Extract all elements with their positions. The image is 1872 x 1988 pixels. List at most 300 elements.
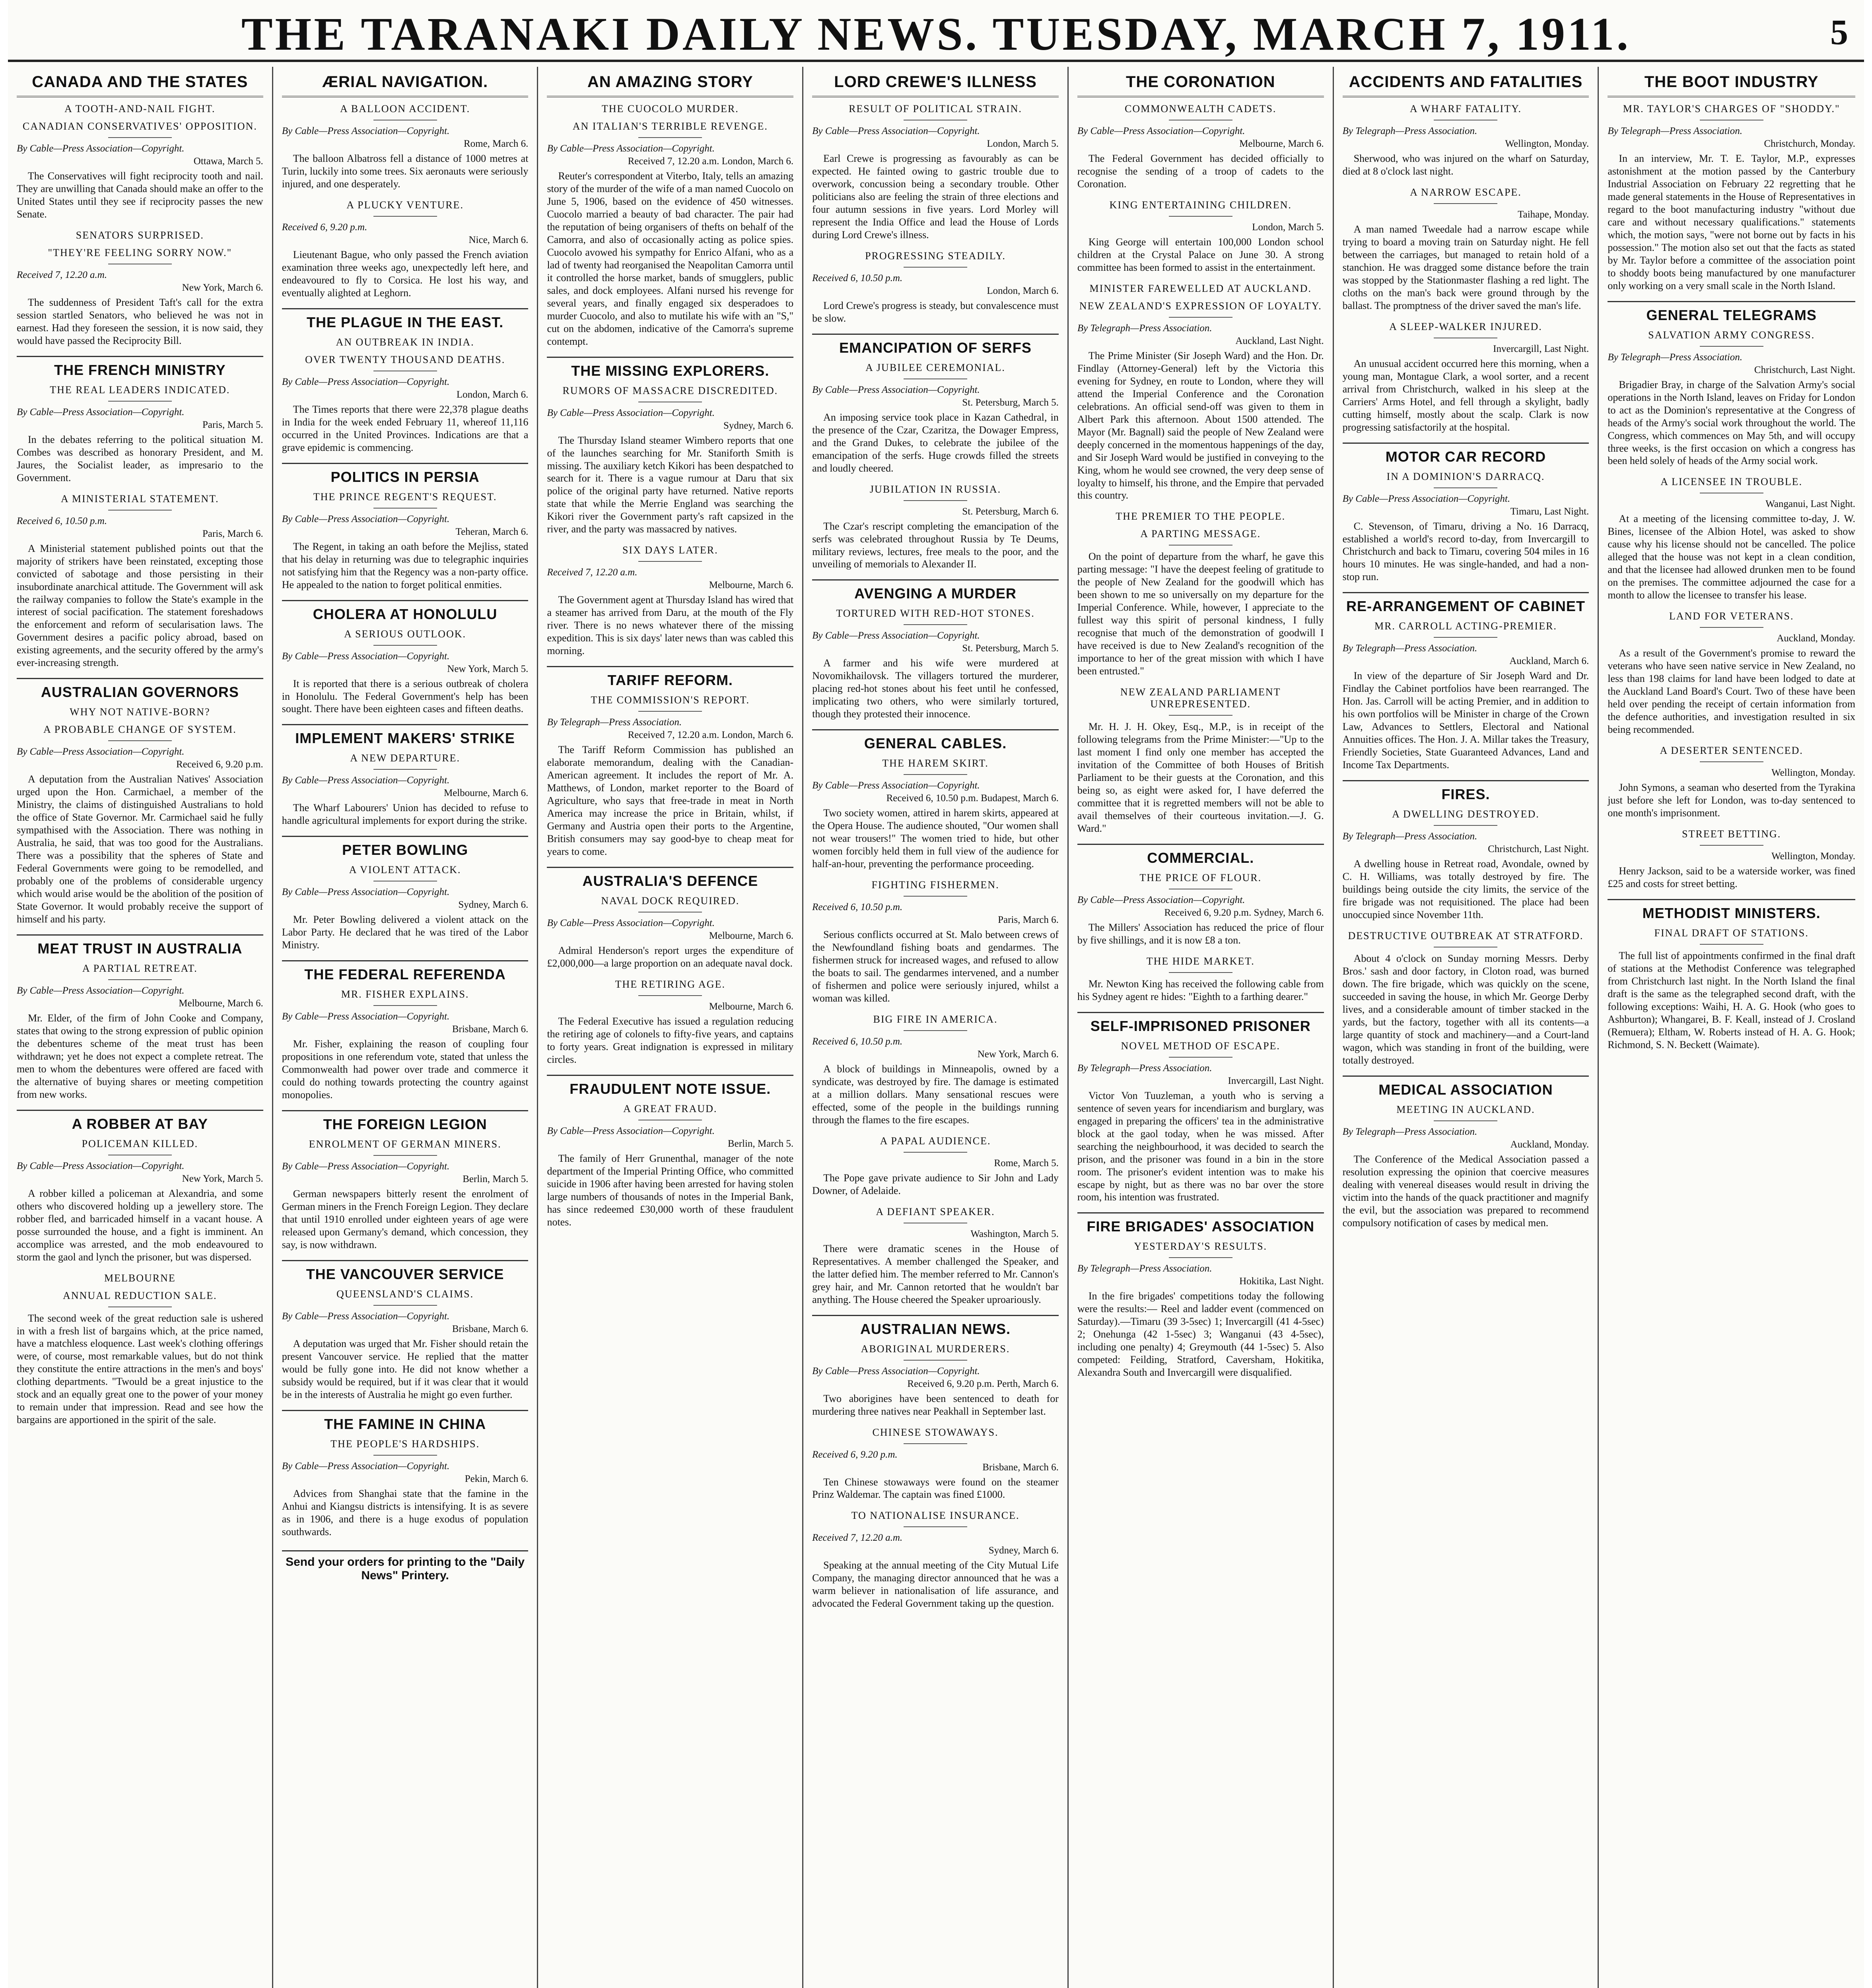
article-subhead: A MINISTERIAL STATEMENT. <box>61 493 219 505</box>
subhead-rule <box>373 1155 437 1156</box>
printing-notice: Send your orders for printing to the "Daily News" Printery. <box>282 1550 529 1582</box>
subhead-rule <box>108 401 172 402</box>
column <box>273 67 538 1988</box>
article-body: Two society women, attired in harem skirts, appeared at the Opera House. The audience shouted, "Our women shall not wear trousers!" The women tried to hide, but other women forcibly held them in full view of the audience for half-an-hour, preventing the performance proceeding. <box>812 807 1059 870</box>
article-heading: FRAUDULENT NOTE ISSUE. <box>547 1075 793 1097</box>
column <box>1334 67 1599 1988</box>
article-subhead: FIGHTING FISHERMEN. <box>871 879 999 891</box>
article <box>282 463 529 591</box>
article-body: There were dramatic scenes in the House of Representatives. A member challenged the Speaker, and the latter defied him. The member referred to Mr. Cannon's grey hair, and Mr. Cannon retorted that he wouldn't bar anything. The House cheered the Speaker uproariously. <box>812 1242 1059 1305</box>
article-place: London, March 6. <box>987 285 1059 296</box>
article <box>1077 199 1324 274</box>
article-body: It is reported that there is a serious outbreak of cholera in Honolulu. The Federal Government's help has been sought. There have been eighteen cases and fifteen deaths. <box>282 678 529 715</box>
article-body: Earl Crewe is progressing as favourably as can be expected. He fainted owing to gastric trouble due to overwork, concussion being a secondary trouble. Other politicians also are feeling the strain of three elections and four autumn sessions in five years. Lord Morley will represent the India Office and lead the House of Lords during Lord Crewe's illness. <box>812 153 1059 241</box>
article-dateline: By Cable—Press Association—Copyright. <box>547 1125 715 1136</box>
page-number: 5 <box>1830 13 1848 52</box>
article <box>547 1075 793 1229</box>
article-place: London, March 5. <box>1252 221 1324 233</box>
article <box>282 103 529 190</box>
subhead-rule <box>1434 637 1497 638</box>
article-body: The Millers' Association has reduced the price of flour by five shillings, and it is now £8 a ton. <box>1077 921 1324 946</box>
article-body: The Thursday Island steamer Wimbero reports that one of the launches searching for Mr. Staniforth Smith is missing. The auxiliary ketch Kikori has been despatched to search for it. There is a vague rumour at Daru that six police of the original party have returned. Native reports state that while the Merrie England was searching the Kikori river the Government party's raft capsized in the river, and the party was massacred by natives. <box>547 434 794 535</box>
article <box>282 1410 529 1538</box>
article <box>1343 321 1589 434</box>
article <box>1343 930 1589 1067</box>
article-body: Speaking at the annual meeting of the City Mutual Life Company, the managing director announced that he was a warm believer in nationalisation of life assurance, and advocated the Federal Government taking up the question. <box>812 1559 1059 1609</box>
subhead-rule <box>1700 944 1763 945</box>
article-dateline: By Cable—Press Association—Copyright. <box>282 1310 450 1322</box>
article-subhead: THE HAREM SKIRT. <box>882 757 989 769</box>
article-place: Melbourne, March 6. <box>443 788 529 799</box>
article-place: Received 7, 12.20 a.m. London, March 6. <box>628 156 794 167</box>
article-heading: EMANCIPATION OF SERFS <box>812 334 1059 356</box>
article-dateline: By Cable—Press Association—Copyright. <box>1342 493 1510 504</box>
article-subhead: A SERIOUS OUTLOOK. <box>344 628 466 640</box>
article-body: A dwelling house in Retreat road, Avondale, owned by C. H. Williams, was totally destroyed by fire. The buildings being outside the city limits, the service of the fire brigade was not requisitioned. The place had been unoccupied since November 11th. <box>1342 858 1589 920</box>
article-body: A robber killed a policeman at Alexandria, and some others who discovered holding up a jewellery store. The robber fled, and barricaded himself in a vacant house. A posse surrounded the house, and a fight is imminent. An accomplice was arrested, and the mob endeavoured to storm the gaol and lynch the prisoner, but was dispersed. <box>17 1187 263 1263</box>
article-subhead: BIG FIRE IN AMERICA. <box>873 1013 998 1025</box>
subhead-rule <box>904 1526 967 1527</box>
column-banner: THE CORONATION <box>1077 67 1324 97</box>
article <box>1343 780 1589 921</box>
article-subhead: A SLEEP-WALKER INJURED. <box>1389 320 1542 332</box>
article-heading: GENERAL CABLES. <box>812 729 1059 752</box>
article-place: New York, March 6. <box>182 282 263 293</box>
article-place: Melbourne, March 6. <box>1239 138 1324 149</box>
article <box>812 1013 1059 1126</box>
article <box>282 836 529 951</box>
article-body: Victor Von Tuuzleman, a youth who is serving a sentence of seven years for incendiarism and burglary, was engaged in preparing the officers' tea in the administrative block at the gaol today, when he was missed. After searching the neighbourhood, it was decided to search the prison, and the prisoner was found in a bin in the store room. The prisoner's evident intention was to make his escape by night, but as there was no bar over the store room, his intention was frustrated. <box>1077 1089 1324 1203</box>
article-heading: MOTOR CAR RECORD <box>1343 443 1589 465</box>
masthead <box>8 0 1864 62</box>
article-subhead: CANADIAN CONSERVATIVES' OPPOSITION. <box>22 120 257 132</box>
article-body: King George will entertain 100,000 London school children at the Crystal Palace on June 30. A strong committee has been formed to assist in the entertainment. <box>1077 236 1324 273</box>
newspaper-title: THE TARANAKI DAILY NEWS. TUESDAY, MARCH 7, 1911. <box>241 8 1631 60</box>
article-dateline: By Cable—Press Association—Copyright. <box>282 513 450 524</box>
column <box>1599 67 1864 1988</box>
subhead-rule <box>108 137 172 138</box>
article-dateline: By Telegraph—Press Association. <box>1077 1062 1212 1074</box>
article-subhead: TORTURED WITH RED-HOT STONES. <box>836 608 1035 619</box>
article-dateline: By Cable—Press Association—Copyright. <box>282 1161 450 1172</box>
article <box>17 934 263 1101</box>
article-place: Sydney, March 6. <box>458 899 529 911</box>
article-subhead: THE HIDE MARKET. <box>1146 955 1255 967</box>
article <box>17 493 263 670</box>
article-subhead: MEETING IN AUCKLAND. <box>1396 1103 1535 1115</box>
article-subhead: THE PRICE OF FLOUR. <box>1139 872 1262 883</box>
article-body: Lord Crewe's progress is steady, but convalescence must be slow. <box>812 299 1059 324</box>
article-dateline: By Telegraph—Press Association. <box>1608 351 1742 363</box>
article <box>547 978 793 1066</box>
article-body: On the point of departure from the wharf, he gave this parting message: "I have the deepest feeling of gratitude to the people of New Zealand for the goodwill which has been shown to me so universally on my departure for the Imperial Conference. While, however, I appreciate to the fullest way this spirit of personal kindness, I fully recognise that much of the demonstration of goodwill I have received is due to New Zealand's recognition of the importance to her of the great mission with which I have been entrusted." <box>1077 551 1324 677</box>
article-dateline: By Cable—Press Association—Copyright. <box>282 1011 450 1022</box>
article-dateline: By Cable—Press Association—Copyright. <box>812 780 980 791</box>
article-dateline: Received 7, 12.20 a.m. <box>812 1532 903 1543</box>
article <box>1077 1212 1324 1379</box>
article-place: Paris, March 5. <box>202 419 263 430</box>
article-place: Melbourne, March 6. <box>709 580 794 591</box>
article-heading: THE PLAGUE IN THE EAST. <box>282 308 529 331</box>
article-body: A man named Tweedale had a narrow escape while trying to board a moving train on Saturday night. He fell between the carriages, but managed to retain hold of a stanchion. He was dragged some distance before the train was stopped by the Stationmaster flashing a red light. The cloths on the man's back were ground through by the ballast. The promptness of the driver saved the man's life. <box>1342 223 1589 311</box>
article-place: Auckland, Last Night. <box>1235 335 1324 346</box>
subhead-rule <box>904 1030 967 1031</box>
article <box>1608 745 1855 819</box>
article-place: Timaru, Last Night. <box>1510 506 1589 517</box>
article-place: Rome, March 6. <box>463 138 529 149</box>
article-dateline: By Cable—Press Association—Copyright. <box>17 143 185 154</box>
article-dateline: By Cable—Press Association—Copyright. <box>17 406 185 417</box>
subhead-rule <box>1700 845 1763 846</box>
article-place: Brisbane, March 6. <box>452 1323 529 1334</box>
article-body: The Tariff Reform Commission has published an elaborate memorandum, dealing with the Canadian-American agreement. It includes the report of Mr. A. Matthews, of London, market reporter to the Board of Agriculture, who says that free-trade in meat in North America may increase the price in Britain, whilst, if Germany and Austria open their ports to the Argentine, British consumers may say good-bye to cheap meat for years to come. <box>547 744 794 857</box>
article <box>812 483 1059 571</box>
subhead-rule <box>373 645 437 646</box>
article-heading: MEDICAL ASSOCIATION <box>1343 1076 1589 1098</box>
article-body: In view of the departure of Sir Joseph Ward and Dr. Findlay the Cabinet portfolios have been rearranged. The Hon. Jas. Carroll will be acting Premier, and in addition to his own portfolios will be Minister in charge of the Crown Law, Advances to Settlers, Electoral and National Annuities offices. The Hon. J. A. Millar takes the Treasury, Friendly Societies, State Guaranteed Advances, Land and Income Tax Departments. <box>1342 670 1589 771</box>
article-heading: THE MISSING EXPLORERS. <box>547 357 793 379</box>
article <box>282 199 529 299</box>
subhead-rule <box>1169 1057 1232 1058</box>
article <box>812 729 1059 870</box>
article-heading: THE VANCOUVER SERVICE <box>282 1260 529 1283</box>
article-dateline: By Cable—Press Association—Copyright. <box>1077 894 1245 905</box>
subhead-rule <box>1434 203 1497 204</box>
article-heading: GENERAL TELEGRAMS <box>1608 301 1855 324</box>
article-subhead: TO NATIONALISE INSURANCE. <box>851 1510 1020 1522</box>
article <box>17 1272 263 1427</box>
article-heading: CHOLERA AT HONOLULU <box>282 600 529 623</box>
article-body: A block of buildings in Minneapolis, owned by a syndicate, was destroyed by fire. The damage is estimated at a million dollars. Many sensational rescues were effected, some of the people in the buildings running through the flames to the fire escapes. <box>812 1063 1059 1126</box>
article-subhead: A NEW DEPARTURE. <box>350 752 460 764</box>
subhead-rule <box>638 995 702 996</box>
article-subhead: LAND FOR VETERANS. <box>1669 610 1794 622</box>
subhead-rule <box>904 774 967 775</box>
article-subhead: FINAL DRAFT OF STATIONS. <box>1654 927 1809 939</box>
article-heading: COMMERCIAL. <box>1077 844 1324 866</box>
article-heading: IMPLEMENT MAKERS' STRIKE <box>282 724 529 747</box>
article-place: Received 6, 9.20 p.m. <box>176 759 263 770</box>
article-subhead: MR. FISHER EXPLAINS. <box>341 988 469 1000</box>
article-dateline: By Cable—Press Association—Copyright. <box>17 1160 185 1171</box>
article-dateline: By Cable—Press Association—Copyright. <box>282 126 450 136</box>
subhead-rule <box>373 1305 437 1306</box>
article <box>547 666 793 858</box>
article-subhead: QUEENSLAND'S CLAIMS. <box>336 1288 474 1300</box>
article-heading: PETER BOWLING <box>282 836 529 858</box>
article-place: Washington, March 5. <box>970 1228 1059 1239</box>
article-dateline: By Cable—Press Association—Copyright. <box>812 126 980 136</box>
article-body: An unusual accident occurred here this morning, when a young man, Montague Clark, a wool sorter, and a recent arrival from Christchurch, walked in his sleep at the Carriers' Arms Hotel, and fell through a skylight, badly cutting himself, mostly about the scalp. Clark is now progressing satisfactorily at the hospital. <box>1342 357 1589 433</box>
article-subhead: NAVAL DOCK REQUIRED. <box>601 895 740 907</box>
article-place: Received 7, 12.20 a.m. London, March 6. <box>628 730 794 741</box>
subhead-rule <box>1700 346 1763 347</box>
article <box>1077 283 1324 502</box>
article-subhead: A DEFIANT SPEAKER. <box>876 1206 995 1217</box>
article-dateline: By Cable—Press Association—Copyright. <box>282 650 450 662</box>
article <box>17 229 263 347</box>
article-place: Berlin, March 5. <box>463 1174 529 1185</box>
article <box>812 1427 1059 1501</box>
article-subhead: WHY NOT NATIVE-BORN? <box>70 706 210 718</box>
article <box>547 544 793 657</box>
article-body: The Regent, in taking an oath before the Mejliss, stated that his delay in returning was due to telegraphic inquiries not satisfying him that the Regency was a non-party office. He appealed to the nation to forget political enmities. <box>282 540 529 590</box>
article-place: Teheran, March 6. <box>455 526 529 537</box>
article-place: Auckland, Monday. <box>1777 633 1856 644</box>
article-place: New York, March 5. <box>447 663 529 674</box>
subhead-rule <box>904 500 967 501</box>
article <box>282 308 529 454</box>
article <box>282 1110 529 1251</box>
article-subhead: A NARROW ESCAPE. <box>1410 186 1522 198</box>
article-dateline: By Cable—Press Association—Copyright. <box>282 887 450 898</box>
article-body: Henry Jackson, said to be a waterside worker, was fined £25 and costs for street betting. <box>1608 865 1856 889</box>
article-dateline: By Telegraph—Press Association. <box>1077 1263 1212 1274</box>
subhead-rule <box>1169 715 1232 716</box>
article-dateline: By Cable—Press Association—Copyright. <box>282 775 450 786</box>
article-subhead: NEW ZEALAND'S EXPRESSION OF LOYALTY. <box>1079 300 1322 312</box>
subhead-rule <box>1169 1257 1232 1258</box>
column-banner: LORD CREWE'S ILLNESS <box>812 67 1059 97</box>
article-subhead: A LICENSEE IN TROUBLE. <box>1660 476 1803 488</box>
article-subhead: COMMONWEALTH CADETS. <box>1125 103 1277 115</box>
article-subhead: A JUBILEE CEREMONIAL. <box>865 361 1005 373</box>
article <box>547 103 793 348</box>
subhead-rule <box>1434 1120 1497 1121</box>
article-subhead: "THEY'RE FEELING SORRY NOW." <box>48 247 232 258</box>
article-body: Mr. Newton King has received the following cable from his Sydney agent re hides: "Eighth to a farthing dearer." <box>1077 978 1324 1002</box>
subhead-rule <box>638 137 702 138</box>
subhead-rule <box>904 1443 967 1444</box>
article <box>1077 844 1324 947</box>
article-body: A deputation was urged that Mr. Fisher should retain the present Vancouver service. He replied that the matter would be fully gone into. He did not know whether a subsidy would be required, but if it was clear that it would be in the interests of Australia he might go even further. <box>282 1338 529 1400</box>
article-place: Received 6, 9.20 p.m. Sydney, March 6. <box>1164 907 1324 918</box>
article-dateline: By Telegraph—Press Association. <box>1342 643 1477 654</box>
article-subhead: NEW ZEALAND PARLIAMENT UNREPRESENTED. <box>1120 686 1281 710</box>
article-place: Melbourne, March 6. <box>709 1001 794 1012</box>
column-banner: THE BOOT INDUSTRY <box>1608 67 1855 97</box>
subhead-rule <box>904 896 967 897</box>
article-body: An imposing service took place in Kazan Cathedral, in the presence of the Czar, Czaritza, the Dowager Empress, and the Grand Dukes, to celebrate the jubilee of the emancipation of the serfs. Huge crowds filled the streets and loudly cheered. <box>812 411 1059 474</box>
subhead-rule <box>373 769 437 770</box>
article-body: Two aborigines have been sentenced to death for murdering three natives near Peakhall in September last. <box>812 1392 1059 1417</box>
article-place: Paris, March 6. <box>998 914 1059 926</box>
subhead-rule <box>1169 216 1232 217</box>
article-subhead: OVER TWENTY THOUSAND DEATHS. <box>305 353 505 365</box>
article <box>17 103 263 221</box>
column <box>1069 67 1334 1988</box>
article-body: About 4 o'clock on Sunday morning Messrs. Derby Bros.' sash and door factory, in Cloton road, was burned down. The fire brigade, which was quickly on the scene, succeeded in saving the house, in which Mr. George Derby lives, and a considerable amount of timber stacked in the yards, but the factory, together with all its contents—a large quantity of stock and machinery—and a Court-land wagon, which was standing in front of the building, were totally destroyed. <box>1342 952 1589 1066</box>
article-dateline: Received 7, 12.20 a.m. <box>547 567 638 578</box>
article <box>812 1206 1059 1306</box>
article-subhead: JUBILATION IN RUSSIA. <box>869 483 1001 495</box>
article-place: Wellington, Monday. <box>1505 138 1589 149</box>
article-subhead: MINISTER FAREWELLED AT AUCKLAND. <box>1089 282 1312 294</box>
article <box>1343 1076 1589 1229</box>
article-body: The balloon Albatross fell a distance of 1000 metres at Turin, luckily into some trees. Six aeronauts were seriously injured, and one desperately. <box>282 153 529 190</box>
article-body: The Government agent at Thursday Island has wired that a steamer has arrived from Daru, at the mouth of the Fly river. There is no news whatever there of the missing expedition. This is six days' later news than was cabled this morning. <box>547 594 794 657</box>
article-body: John Symons, a seaman who deserted from the Tyrakina just before she left for London, was to-day sentenced to one month's imprisonment. <box>1608 782 1856 819</box>
article-place: Wellington, Monday. <box>1771 850 1856 862</box>
article-body: C. Stevenson, of Timaru, driving a No. 16 Darracq, established a world's record to-day, from Invercargill to Christchurch and back to Timaru, covering 504 miles in 16 hours 10 minutes. He was single-handed, and had a non-stop run. <box>1342 520 1589 583</box>
article-place: Melbourne, March 6. <box>709 930 794 941</box>
article-dateline: By Telegraph—Press Association. <box>1077 322 1212 334</box>
article-body: The Czar's rescript completing the emancipation of the serfs was celebrated throughout Russia by Te Deums, military reviews, lectures, free meals to the poor, and the unveiling of memorials to Alexander II. <box>812 520 1059 570</box>
subhead-rule <box>904 267 967 268</box>
article-dateline: By Cable—Press Association—Copyright. <box>1077 126 1245 136</box>
article-subhead: ENROLMENT OF GERMAN MINERS. <box>309 1138 502 1150</box>
article-subhead: NOVEL METHOD OF ESCAPE. <box>1121 1040 1280 1052</box>
article-place: New York, March 6. <box>977 1048 1059 1060</box>
subhead-rule <box>1434 825 1497 826</box>
article-subhead: RUMORS OF MASSACRE DISCREDITED. <box>562 384 778 396</box>
article-dateline: By Cable—Press Association—Copyright. <box>547 917 715 928</box>
article <box>282 724 529 827</box>
article-place: Melbourne, March 6. <box>179 998 263 1009</box>
article-subhead: STREET BETTING. <box>1682 828 1781 840</box>
subhead-rule <box>1700 761 1763 762</box>
article-body: The Conservatives will fight reciprocity tooth and nail. They are unwilling that Canada should make an offer to the United States until they see if reciprocity passes the new Senate. <box>17 170 263 220</box>
article-place: Sydney, March 6. <box>723 420 794 431</box>
article-dateline: By Cable—Press Association—Copyright. <box>17 985 185 996</box>
article-place: Paris, March 6. <box>202 528 263 539</box>
article-place: Nice, March 6. <box>468 234 529 245</box>
article <box>1343 103 1589 178</box>
subhead-rule <box>1169 972 1232 973</box>
article-body: Serious conflicts occurred at St. Malo between crews of the Newfoundland fishing boats and gendarmes. The fishermen struck for increased wages, and refused to allow the boats to sail. The gendarmes intervened, and a number of fishermen and police were seriously injured, whilst a woman was killed. <box>812 929 1059 1004</box>
article-heading: AUSTRALIAN GOVERNORS <box>17 678 263 701</box>
article <box>1608 103 1855 292</box>
article-heading: METHODIST MINISTERS. <box>1608 899 1855 922</box>
article-place: Taihape, Monday. <box>1518 209 1589 220</box>
article-place: Received 6, 9.20 p.m. Perth, March 6. <box>907 1378 1059 1389</box>
article-place: Wanganui, Last Night. <box>1765 499 1856 510</box>
article <box>1077 511 1324 678</box>
article-body: The Federal Executive has issued a regulation reducing the retiring age of colonels to fifty-five years, and captains to forty years. Great indignation is expressed in military circles. <box>547 1015 794 1065</box>
article-subhead: A PLUCKY VENTURE. <box>346 199 464 211</box>
article-subhead: YESTERDAY'S RESULTS. <box>1134 1241 1267 1252</box>
article-subhead: POLICEMAN KILLED. <box>82 1138 198 1149</box>
article-subhead: PROGRESSING STEADILY. <box>865 250 1006 262</box>
article <box>1343 592 1589 771</box>
article-place: Berlin, March 5. <box>727 1138 794 1149</box>
article <box>282 960 529 1101</box>
subhead-rule <box>373 1455 437 1456</box>
article-dateline: By Telegraph—Press Association. <box>547 717 682 728</box>
article-place: Christchurch, Monday. <box>1764 138 1856 149</box>
article-subhead: THE CUOCOLO MURDER. <box>601 103 739 115</box>
article-heading: AUSTRALIA'S DEFENCE <box>547 867 793 889</box>
column <box>538 67 803 1988</box>
article-body: Admiral Henderson's report urges the expenditure of £2,000,000—a large proportion on an adequate naval dock. <box>547 944 794 969</box>
article <box>17 1110 263 1264</box>
article <box>1077 955 1324 1003</box>
article-subhead: THE PRINCE REGENT'S REQUEST. <box>313 491 497 503</box>
article-subhead: A VIOLENT ATTACK. <box>349 864 461 876</box>
article-dateline: Received 6, 9.20 p.m. <box>282 221 367 233</box>
article-heading: THE FOREIGN LEGION <box>282 1110 529 1133</box>
article-place: Received 6, 10.50 p.m. Budapest, March 6. <box>886 793 1059 804</box>
article <box>812 250 1059 325</box>
newspaper-page <box>8 0 1864 1988</box>
article-heading: RE-ARRANGEMENT OF CABINET <box>1343 592 1589 615</box>
subhead-rule <box>904 1152 967 1153</box>
subhead-rule <box>638 561 702 562</box>
article <box>282 1260 529 1401</box>
article <box>1343 443 1589 584</box>
article <box>1608 610 1855 736</box>
article-subhead: A DWELLING DESTROYED. <box>1392 808 1540 820</box>
article-heading: TARIFF REFORM. <box>547 666 793 689</box>
article <box>1608 899 1855 1051</box>
article-body: The full list of appointments confirmed in the final draft of stations at the Methodist Conference was telegraphed from Christchurch last night. In the North Island the final draft is the same as the telegraphed second draft, with the following exceptions: Waihi, H. A. G. Hook (who goes to Ashburton); Whangarei, B. F. Keall, instead of J. Crosland (Remuera); Eltham, W. Roberts instead of H. A. G. Hook; Richmond, S. N. Beckett (Waimate). <box>1608 949 1856 1050</box>
article-body: The Federal Government has decided officially to recognise the sending of a troop of cadets to the Coronation. <box>1077 153 1324 190</box>
article-dateline: By Telegraph—Press Association. <box>1342 1126 1477 1137</box>
subhead-rule <box>108 740 172 741</box>
article-body: Mr. Elder, of the firm of John Cooke and Company, states that owing to the strong expression of public opinion the debentures scheme of the meat trust has been withdrawn; yet he does not expect a complete retreat. The men to whom the debentures were offered are faced with the alternative of buying shares or meeting competition from new works. <box>17 1012 263 1100</box>
article-body: The suddenness of President Taft's call for the extra session startled Senators, who believed he was not in earnest. Had they foreseen the session, it is now said, they would have passed the Reciprocity Bill. <box>17 296 263 346</box>
subhead-rule <box>1169 545 1232 546</box>
article <box>1077 686 1324 835</box>
subhead-rule <box>108 510 172 511</box>
article-place: Invercargill, Last Night. <box>1493 343 1589 354</box>
article-dateline: By Cable—Press Association—Copyright. <box>812 1365 980 1376</box>
article <box>1343 186 1589 312</box>
article <box>1077 1012 1324 1204</box>
article-body: A Ministerial statement published points out that the majority of strikers have been reinstated, excepting those convicted of sabotage and those persisting in their insubordinate anarchical attitude. The Government will ask the railway companies to follow the State's example in the interest of social pacification. The statement foreshadows the enforcement and reform of secularisation laws. The Government desires a pacific policy abroad, based on existing agreements, and the security offered by the army's ever-increasing strength. <box>17 542 263 669</box>
article-place: Hokitika, Last Night. <box>1239 1276 1324 1287</box>
article-subhead: MELBOURNE <box>104 1272 176 1284</box>
article-dateline: By Cable—Press Association—Copyright. <box>812 630 980 641</box>
article-body: Lieutenant Bague, who only passed the French aviation examination three weeks ago, unexpectedly left here, and endeavoured to fly to Corsica. He lost his way, and eventually alighted at Leghorn. <box>282 248 529 299</box>
article-body: In an interview, Mr. T. E. Taylor, M.P., expresses astonishment at the motion passed by the Canterbury Industrial Association on February 22 regretting that he made general statements in the House of Representatives in regard to the boot manufacturing industry "without due care and without necessary qualifications." statements which, the motion says, "were not borne out by facts in his possession." The motion also set out that the facts as stated by Mr. Taylor before a committee of the association point to shoddy boots being manufactured by one manufacturer only working on a very small scale in the North Island. <box>1608 153 1856 291</box>
article-subhead: ANNUAL REDUCTION SALE. <box>63 1289 217 1301</box>
article-dateline: By Telegraph—Press Association. <box>1342 126 1477 136</box>
article-subhead: MR. CARROLL ACTING-PREMIER. <box>1374 620 1557 632</box>
article <box>1608 476 1855 602</box>
subhead-rule <box>373 216 437 217</box>
article-place: Brisbane, March 6. <box>982 1462 1059 1473</box>
article <box>812 334 1059 475</box>
article <box>812 1135 1059 1197</box>
article-body: Reuter's correspondent at Viterbo, Italy, tells an amazing story of the murder of the wife of a man named Cuocolo on June 5, 1906, based on the evidence of 450 witnesses. Cuocolo married a beauty of bad character. The pair had the reputation of being organisers of thefts on behalf of the Camorra, and also of occasionally acting as police spies. Cuocolo avowed his sympathy for Enrico Alfani, who as a lad of twenty had reorganised the Neapolitan Camorra until it controlled the horse market, bands of smugglers, public sales, and dock employees. Alfani nursed his revenge for several years, and finally engaged six desperadoes to murder Cuocolo, and also to mutilate his wife with an "S," cut on the abdomen, indicative of the Camorra's supreme contempt. <box>547 170 794 347</box>
article <box>812 1510 1059 1610</box>
article-subhead: A WHARF FATALITY. <box>1409 103 1522 115</box>
article-body: In the fire brigades' competitions today the following were the results:— Reel and ladder event (commenced on Saturday).—Timaru (39 3-5sec) 1; Invercargill (41 4-5sec) 2; Onehunga (42 1-5sec) 3; Wanganui (43 4-5sec), including one penalty) 4; Greymouth (44 1-5sec) 5. Also competed: Feilding, Stratford, Caversham, Hokitika, Alexandra South and Invercargill were disqualified. <box>1077 1290 1324 1378</box>
subhead-rule <box>1169 317 1232 318</box>
article-subhead: SENATORS SURPRISED. <box>76 229 204 241</box>
columns-container <box>8 67 1864 1988</box>
article-heading: A ROBBER AT BAY <box>17 1110 263 1132</box>
article-place: Pekin, March 6. <box>465 1473 529 1484</box>
article-dateline: Received 6, 10.50 p.m. <box>812 1036 903 1047</box>
article-body: The Prime Minister (Sir Joseph Ward) and the Hon. Dr. Findlay (Attorney-General) left by the Victoria this evening for Sydney, en route to London, where they will attend the Imperial Conference and the Coronation celebrations. An official send-off was given to them in Albert Park this afternoon. About 1500 attended. The Mayor (Mr. Bagnall) said the people of New Zealand were deeply concerned in the momentous happenings of the day, and Sir Joseph Ward would be justified in conveying to the King, whom he would see crowned, the very deep sense of loyalty to himself, his throne, and the Empire that pervaded this country. <box>1077 349 1324 501</box>
column-banner: ÆRIAL NAVIGATION. <box>282 67 529 97</box>
subhead-rule <box>1434 487 1497 488</box>
article-dateline: By Cable—Press Association—Copyright. <box>282 1460 450 1472</box>
article-subhead: A GREAT FRAUD. <box>623 1103 717 1114</box>
column-banner: AN AMAZING STORY <box>547 67 793 97</box>
article <box>1608 301 1855 468</box>
article-place: New York, March 5. <box>182 1173 263 1184</box>
article-place: St. Petersburg, March 5. <box>962 397 1059 408</box>
article-subhead: AN ITALIAN'S TERRIBLE REVENGE. <box>572 120 768 132</box>
article-dateline: Received 6, 9.20 p.m. <box>812 1449 898 1460</box>
article-body: Advices from Shanghai state that the famine in the Anhui and Kiangsu districts is intensifying. It is as severe as in 1906, and there is a huge exodus of population southwards. <box>282 1487 529 1538</box>
subhead-rule <box>638 711 702 712</box>
article-subhead: A DESERTER SENTENCED. <box>1660 745 1803 756</box>
article-dateline: By Telegraph—Press Association. <box>1608 126 1742 136</box>
